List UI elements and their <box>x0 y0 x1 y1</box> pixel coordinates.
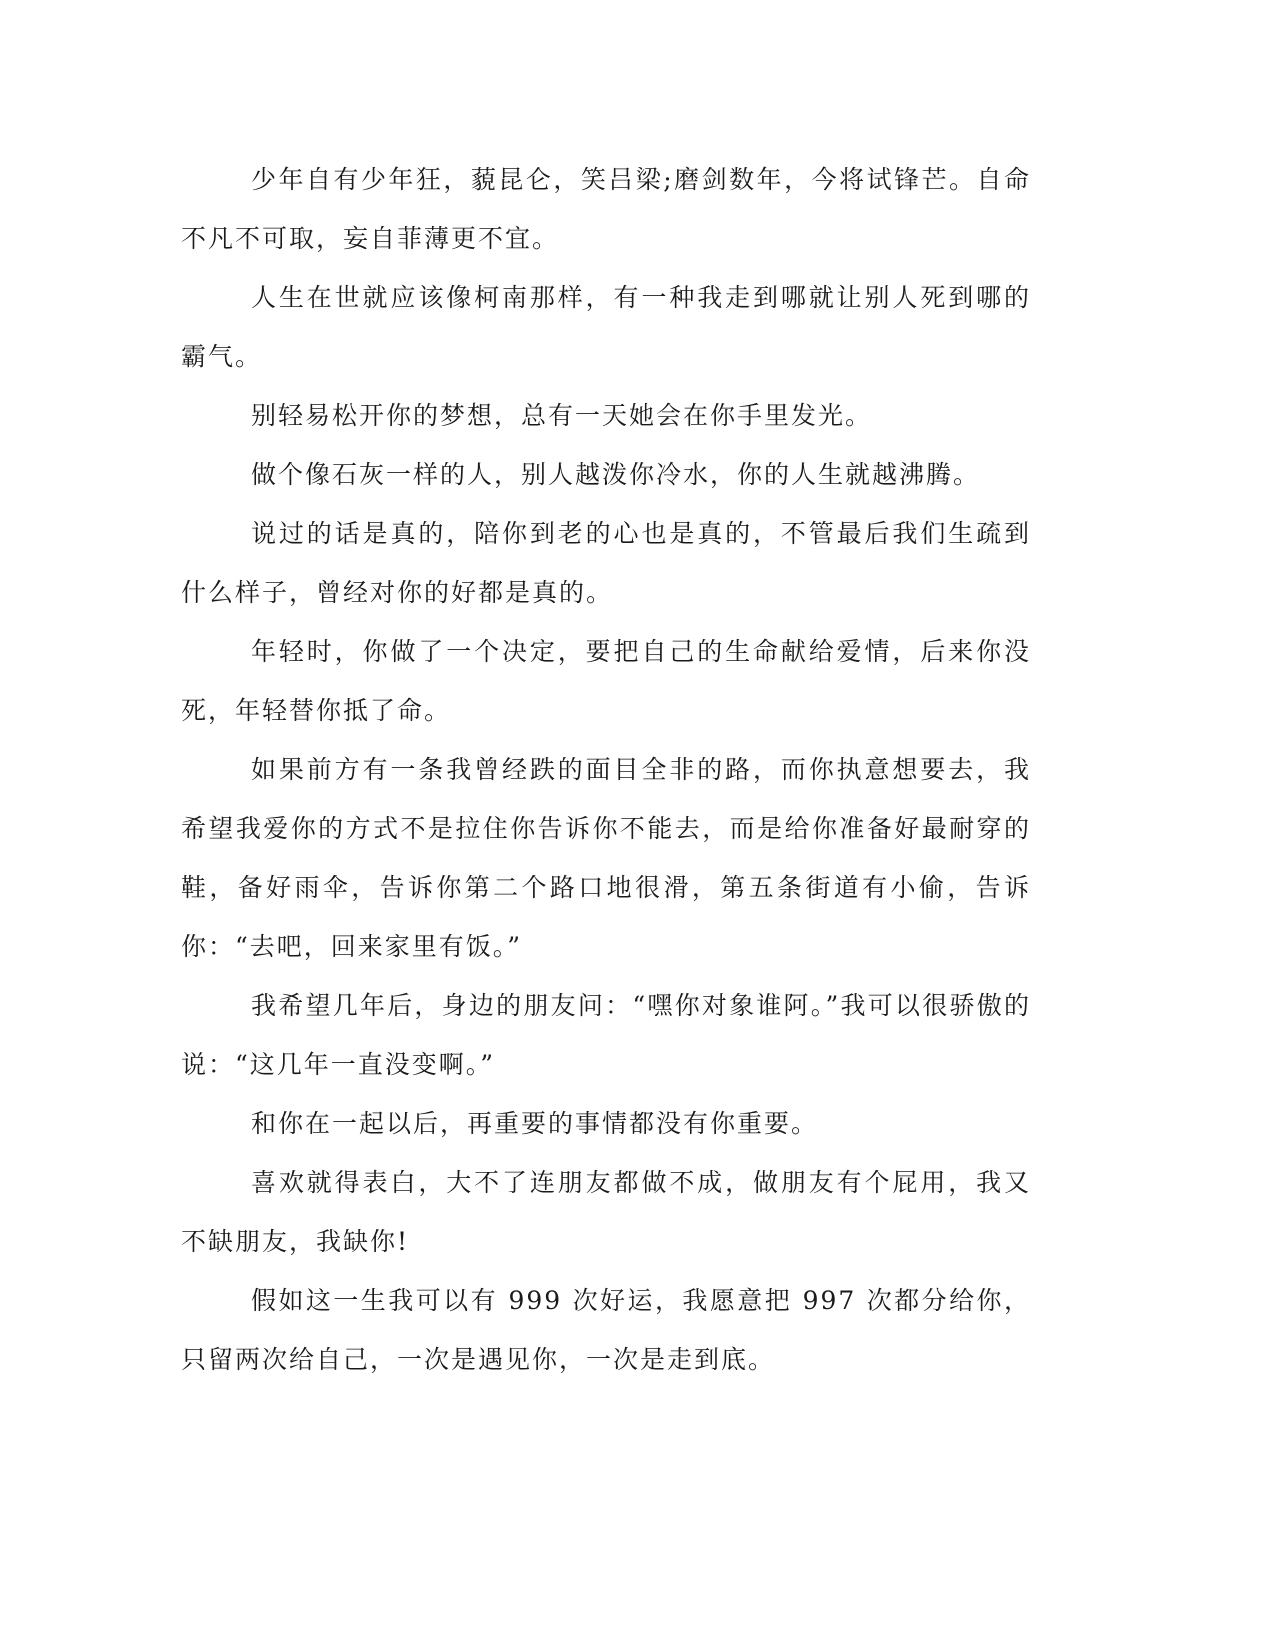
paragraph-2: 人生在世就应该像柯南那样，有一种我走到哪就让别人死到哪的霸气。 <box>181 283 1031 371</box>
paragraph-10: 喜欢就得表白，大不了连朋友都做不成，做朋友有个屁用，我又不缺朋友，我缺你! <box>181 1168 1031 1256</box>
paragraph-9: 和你在一起以后，再重要的事情都没有你重要。 <box>251 1109 819 1138</box>
paragraph-7: 如果前方有一条我曾经跌的面目全非的路，而你执意想要去，我希望我爱你的方式不是拉住你告诉你不能去，而是给你准备好最耐穿的鞋，备好雨伞，告诉你第二个路口地很滑，第五条街道有小偷，告诉你：“去吧，回来家里有饭。” <box>181 755 1031 961</box>
paragraph-11: 假如这一生我可以有 999 次好运，我愿意把 997 次都分给你，只留两次给自己，一次是遇见你，一次是走到底。 <box>181 1286 1031 1374</box>
document-body <box>181 150 1031 1389</box>
paragraph-5: 说过的话是真的，陪你到老的心也是真的，不管最后我们生疏到什么样子，曾经对你的好都是真的。 <box>181 519 1031 607</box>
paragraph-8: 我希望几年后，身边的朋友问：“嘿你对象谁阿。”我可以很骄傲的说：“这几年一直没变啊。” <box>181 991 1031 1079</box>
paragraph-1: 少年自有少年狂，藐昆仑，笑吕梁;磨剑数年，今将试锋芒。自命不凡不可取，妄自菲薄更不宜。 <box>181 165 1031 253</box>
paragraph-3: 别轻易松开你的梦想，总有一天她会在你手里发光。 <box>251 401 873 430</box>
paragraph-6: 年轻时，你做了一个决定，要把自己的生命献给爱情，后来你没死，年轻替你抵了命。 <box>181 637 1031 725</box>
paragraph-4: 做个像石灰一样的人，别人越泼你冷水，你的人生就越沸腾。 <box>251 460 981 489</box>
